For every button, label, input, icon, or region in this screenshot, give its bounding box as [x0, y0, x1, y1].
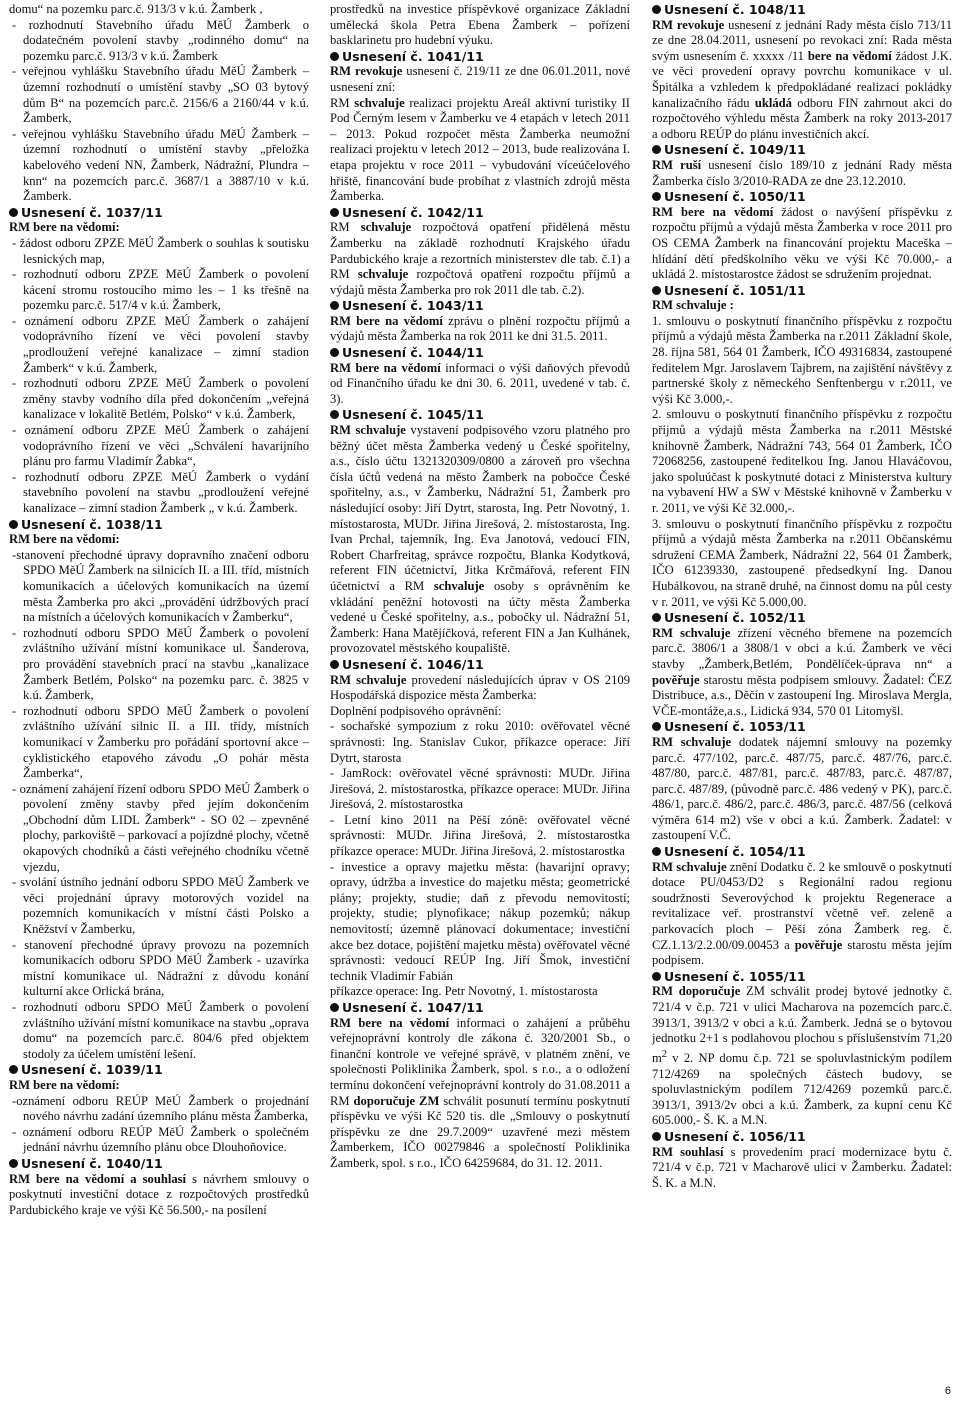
resolution-heading [330, 345, 630, 361]
paragraph: RM schvaluje rozpočtová opatření přidělená městu Žamberku na základě rozhodnutí Krajského úřadu Pardubického kraje a rezortních ministerstev dle tab. č.1) a RM schvaluje rozpočtová opatření rozpočtu příjmů a výdajů města Žamberka pro rok 2011 dle tab. č.2). [330, 220, 631, 297]
paragraph: RM revokuje usnesení č. 219/11 ze dne 06.01.2011, nové usnesení zní: [330, 64, 630, 94]
paragraph: prostředků na investice příspěvkové organizace Základní umělecká škola Petra Ebena Žamberk – pořízení basklarinetu pro hudební výuku. [330, 2, 630, 48]
bullet-icon [652, 286, 661, 295]
paragraph: - Letní kino 2011 na Pěší zóně: ověřovatel věcné správnosti: MUDr. Jiřina Jirešová, 2. místostarostka příkazce operace: MUDr. Jiřina Jirešová, 2. místostarostka [330, 812, 630, 859]
bullet-icon [652, 972, 661, 981]
bullet-icon [9, 520, 18, 529]
list-item: - oznámení odboru ZPZE MěÚ Žamberk o zahájení vodoprávního řízení ve věci „Schválení havarijního plánu pro farmu Vladimír Žabka“, [12, 423, 309, 469]
paragraph: RM doporučuje ZM schválit prodej bytové jednotky č. 721/4 v č.p. 721 v ulici Macharova na pozemcích parc.č. 3913/1, 3913/2 v obci a k.ú. Žamberk. Jedná se o bytovou jednotku 2+1 s podlahovou plochou s příslušenstvím 71,20 $m^2$ v 2. NP domu č.p. 721 se spoluvlastnickým podílem 712/4269 na společných částech budovy, se spoluvlastnickým podílem 712/4269 pozemků parc.č. 3913/1, 3913/2v obci a k.ú. Žamberk, za kupní cenu Kč 605.000,- Š. K. a M.N. [652, 984, 953, 1128]
paragraph: - sochařské sympozium z roku 2010: ověřovatel věcné správnosti: Ing. Stanislav Cukor, příkazce operace: Jiří Dytrt, starosta [330, 719, 630, 765]
resolution-number: Usnesení č. 1046/11 [342, 656, 484, 672]
resolution-number: Usnesení č. 1043/11 [342, 298, 484, 314]
list-item: - svolání ústního jednání odboru SPDO MěÚ Žamberk ve věci projednání úpravy motorových vozidel na pozemních komunikacích v místní části Polsko a Kněžství v Žamberku, [12, 875, 309, 937]
section-label: RM bere na vědomí: [9, 1077, 120, 1092]
paragraph: RM bere na vědomí žádost o navýšení příspěvku z rozpočtu příjmů a výdajů města Žamberka v roce 2011 pro OS CEMA Žamberk na financování projektu Maceška – hlídání dětí předškolního věku ve výši Kč 70.000,- a ukládá 2. místostarostce žádost se sdružením projednat. [652, 204, 952, 282]
paragraph: RM schvaluje vystavení podpisového vzoru platného pro běžný účet města Žamberka vedený u České spořitelny, a.s., číslo účtu 1321320309/0800 a zároveň pro všechna čísla účtů vedená na město Žamberk na pobočce České spořitelny, a.s., v Žamberku, Nádražní 51, Žamberk pro následující osoby: Jiří Dytrt, starosta, Ing. Petr Novotný, 1. místostarosta, MUDr. Jiřina Jirešová, 2. místostarosta, Ing. Ivan Prchal, tajemník, Ing. Eva Janotová, vedoucí FIN, Robert Charfreitag, správce rozpočtu, Blanka Kodytková, referent FIN účetnictví, Jitka Krčmářová, referent FIN účetnictví a RM schvaluje osoby s oprávněním ke vkládání peněžní hotovosti na účty města Žamberka vedené u České spořitelny, a.s., pobočky ul. Nádražní 51, Žamberk: Hana Matějíčková, referent FIN a Jan Kulhánek, provozovatel městského koupaliště. [330, 423, 631, 656]
bullet-icon [9, 208, 18, 217]
bullet-icon [330, 348, 339, 357]
list-item: - stanovení přechodné úpravy provozu na pozemních komunikacích odboru SPDO MěÚ Žamberk - uzavírka místní komunikace ul. Nádražní z důvodu konání kulturní akce Orlická brána, [12, 937, 309, 999]
bullet-icon [330, 660, 339, 669]
resolution-number: Usnesení č. 1040/11 [21, 1155, 163, 1171]
paragraph: RM ruší usnesení číslo 189/10 z jednání Rady města Žamberka číslo 3/2010-RADA ze dne 23.12.2010. [652, 157, 953, 188]
list-item: - oznámení odboru ZPZE MěÚ Žamberk o zahájení vodoprávního řízení ve věci povolení stavby „prodloužení veřejné kanalizace – zimní stadion Žamberk“ v k.ú. Žamberk, [12, 313, 309, 375]
bullet-icon [652, 847, 661, 856]
list-item: - rozhodnutí odboru SPDO MěÚ Žamberk o povolení zvláštního užívání místní komunikace na stavbu „oprava domu“ na pozemcích parc.č. 804/6 před objektem stodoly za účelem umístění lešení. [12, 1000, 309, 1061]
paragraph: RM bere na vědomí zprávu o plnění rozpočtu příjmů a výdajů města Žamberka na rok 2011 ke dni 31.5. 2011. [330, 313, 630, 344]
resolution-heading [9, 1062, 309, 1078]
paragraph: příkazce operace: Ing. Petr Novotný, 1. místostarosta [330, 984, 598, 999]
paragraph: RM schvaluje znění Dodatku č. 2 ke smlouvě o poskytnutí dotace PU/0453/D2 s Regionální radou regionu soudržnosti Severovýchod k projektu Regenerace a revitalizace veř. prostranství včetně veř. zeleně a parkovacích ploch – Pěší zóna Žamberk reg. č. CZ.1.13/2.2.00/09.00453 a pověřuje starostu města jejím podpisem. [652, 859, 952, 968]
resolution-number: Usnesení č. 1038/11 [21, 516, 163, 532]
paragraph: RM schvaluje provedení následujících úprav v OS 2109 Hospodářská dispozice města Žamberka: [330, 672, 630, 703]
list-item: -oznámení odboru REÚP MěÚ Žamberk o projednání nového návrhu zadání územního plánu města Žamberka, [12, 1093, 309, 1124]
resolution-heading [330, 205, 630, 221]
list-item: - rozhodnutí odboru ZPZE MěÚ Žamberk o povolení kácení stromu rostoucího mimo les – 1 ks třešně na pozemku parc.č. 517/4 v k.ú. Žamberk, [12, 267, 309, 313]
resolution-heading [652, 719, 952, 735]
list-item: - rozhodnutí odboru ZPZE MěÚ Žamberk o vydání stavebního povolení na stavbu „prodloužení veřejné kanalizace – zimní stadion Žamberk „ v k.ú. Žamberk. [12, 469, 309, 515]
list-item: - žádost odboru ZPZE MěÚ Žamberk o souhlas k soutisku lesnických map, [12, 235, 309, 266]
list-item: - veřejnou vyhlášku Stavebního úřadu MěÚ Žamberk – územní rozhodnutí o umístění stavby „přeložka kabelového vedení NN, Žamberk, Nádražní, Plundra – knn“ na pozemcích parc.č. 3687/1 a 3887/10 v k.ú. Žamberk. [12, 126, 309, 204]
bullet-icon [652, 1132, 661, 1141]
resolution-heading [652, 1129, 952, 1145]
paragraph: RM schvaluje zřízení věcného břemene na pozemcích parc.č. 3806/1 a 3808/1 v obci a k.ú. Žamberk ve věci stavby „Žamberk,Betlém, Pondělíček-úprava nn“ a pověřuje starostu města podpisem smlouvy. Žadatel: ČEZ Distribuce, a.s., Děčín v zastoupení Ing. Miroslava Mergla, VČE-montáže,a.s., Lidická 934, 570 01 Litomyšl. [652, 625, 952, 718]
bullet-icon [330, 301, 339, 310]
resolution-number: Usnesení č. 1050/11 [664, 189, 806, 205]
resolution-number: Usnesení č. 1042/11 [342, 204, 484, 220]
resolution-heading [652, 610, 952, 626]
bullet-icon [9, 1159, 18, 1168]
paragraph: 1. smlouvu o poskytnutí finančního příspěvku z rozpočtu příjmů a výdajů města Žamberka na r.2011 Základní škole, 28. října 581, 564 01 Žamberk, IČO 49316834, zastoupené ředitelem Mgr. Jaroslavem Tajbrem, na zajištění návštěvy z partnerské školy z německého Senftenbergu v r.2011, ve výši Kč 3.000,-. [652, 313, 952, 406]
resolution-heading [330, 49, 630, 65]
resolution-number: Usnesení č. 1052/11 [664, 610, 806, 626]
list-item: - oznámení zahájení řízení odboru SPDO MěÚ Žamberk o povolení změny stavby před jejím dokončením „Obchodní dům LIDL Žamberk“ - SO 02 – zpevněné plochy, parkoviště – parkovací a pojízdné plochy, včetně okapových chodníků a části veřejného chodníku včetně vjezdu, [12, 781, 309, 874]
resolution-number: Usnesení č. 1048/11 [664, 2, 806, 17]
paragraph: - investice a opravy majetku města: (havarijní opravy; opravy, údržba a investice do majetku města; geometrické plány; projekty, studie; daň z převodu nemovitostí; projekty, studie; plynofikace; nákup pozemků; nákup nemovitostí; územně plánovací dokumentace; investiční akce bez dotace, pojištění majetku města) ověřovatel věcné správnosti: vedoucí REÚP Ing. Jiří Šmok, investiční technik Vladimír Fabián [330, 859, 630, 983]
list-item: - rozhodnutí odboru SPDO MěÚ Žamberk o povolení zvláštního užívání místní komunikace ul. Šanderova, pro provádění stavebních prací na stavbu „kanalizace Žamberk Betlém, Polsko“ na pozemku parc. č. 3825 v k.ú. Žamberk, [12, 625, 309, 703]
resolution-number: Usnesení č. 1039/11 [21, 1062, 163, 1078]
list-item: - rozhodnutí Stavebního úřadu MěÚ Žamberk o dodatečném povolení stavby „rodinného domu“ na pozemku parc.č. 913/3 v k.ú. Žamberk [12, 17, 309, 63]
paragraph: Doplnění podpisového oprávnění: [330, 703, 502, 718]
resolution-heading [9, 1156, 309, 1172]
paragraph: 3. smlouvu o poskytnutí finančního příspěvku z rozpočtu příjmů a výdajů města Žamberka na r.2011 Občanskému sdružení CEMA Žamberk, Nádražní 22, 564 01 Žamberk, IČO 61239330, zastoupené předsedkyní Ing. Danou Hubálkovou, na straně druhé, na činnost domu na půl cesty v r. 2011, ve výši Kč 5.000,00. [652, 516, 952, 609]
resolution-heading [652, 189, 952, 205]
resolution-heading [330, 407, 630, 423]
paragraph: RM revokuje usnesení z jednání Rady města číslo 713/11 ze dne 28.04.2011, usnesení po revokaci zní: Rada města svým usnesením č. xxxxx /11 bere na vědomí žádost J.K. ve věci provedení opravy povrchu komunikace v ul. Špitálka a vzhledem k předpokládané realizaci pokládky kanalizačního řádu ukládá odboru FIN zahrnout akci do rozpočtového výhledu města Žamberk na roky 2013-2017 a odboru REÚP do plánu investičních akcí. [652, 17, 953, 141]
bullet-icon [652, 613, 661, 622]
resolution-number: Usnesení č. 1053/11 [664, 719, 806, 735]
resolution-number: Usnesení č. 1049/11 [664, 142, 806, 158]
resolution-number: Usnesení č. 1051/11 [664, 282, 806, 298]
paragraph: RM souhlasí s provedením prací modernizace bytu č. 721/4 v č.p. 721 v Macharově ulici v Žamberku. Žadatel: Š. K. a M.N. [652, 1144, 952, 1190]
section-label: RM schvaluje : [652, 298, 734, 313]
paragraph: domu“ na pozemku parc.č. 913/3 v k.ú. Žamberk , [9, 2, 263, 16]
resolution-heading [330, 1000, 630, 1016]
paragraph: RM bere na vědomí informaci o výši daňových převodů od Finančního úřadu ke dni 30. 6. 2011, uvedené v tab. č. 3). [330, 360, 630, 406]
list-item: - veřejnou vyhlášku Stavebního úřadu MěÚ Žamberk – územní rozhodnutí o umístění stavby „SO 03 bytový dům B“ na pozemcích parc.č. 2156/6 a 2160/44 v k.ú. Žamberk, [12, 64, 309, 126]
bullet-icon [652, 145, 661, 154]
resolution-heading [652, 2, 952, 18]
bullet-icon [9, 1065, 18, 1074]
paragraph: RM bere na vědomí informaci o zahájení a průběhu veřejnoprávní kontroly dle zákona č. 320/2001 Sb., o finanční kontrole ve veřejné správě, v platném znění, ve společnosti Poliklinika Žamberk, spol. s r.o., a o odložení termínu dokončení veřejnoprávní kontroly do 31.08.2011 a RM doporučuje ZM schválit posunutí termínu poskytnutí příspěvku ve výši Kč 520 tis. dle „Smlouvy o poskytnutí příspěvku ze dne 29.7.2009“ uzavřené mezi městem Žamberkem, IČO 00279846 a společností Poliklinika Žamberk, spol. s r.o., IČO 64259684, do 31. 12. 2011. [330, 1015, 630, 1170]
column-right [652, 2, 952, 1191]
resolution-number: Usnesení č. 1056/11 [664, 1128, 806, 1144]
paragraph: RM schvaluje dodatek nájemní smlouvy na pozemky parc.č. 477/102, parc.č. 487/75, parc.č. 487/76, parc.č. 487/80, parc.č. 487/81, parc.č. 487/83, parc.č. 487/87, parc.č. 487/89, (původně parc.č. 486 vedený v PK), parc.č. 486/1, parc.č. 486/2, parc.č. 486/3, parc.č. 487/56 (celková výměra 614 m2) vše v obci a k.ú. Žamberk. Žadatel: v zastoupení V.Č. [652, 734, 952, 843]
resolution-heading [9, 205, 309, 221]
bullet-icon [330, 1003, 339, 1012]
section-label: RM bere na vědomí: [9, 220, 120, 235]
resolution-number: Usnesení č. 1047/11 [342, 1000, 484, 1015]
bullet-icon [652, 5, 661, 14]
list-item: - rozhodnutí odboru ZPZE MěÚ Žamberk o povolení změny stavby vodního díla před dokončením „veřejná kanalizace v lokalitě Betlém, Polsko“ v k.ú. Žamberk, [12, 376, 309, 422]
resolution-heading [330, 657, 630, 673]
resolution-number: Usnesení č. 1037/11 [21, 204, 163, 220]
column-middle [330, 2, 630, 1172]
resolution-number: Usnesení č. 1044/11 [342, 345, 484, 361]
resolution-heading [652, 283, 952, 299]
resolution-number: Usnesení č. 1054/11 [664, 844, 806, 860]
list-item: - rozhodnutí odboru SPDO MěÚ Žamberk o povolení zvláštního užívání silnic II. a III. třídy, místních komunikací v Žamberku pro pořádání sportovní akce – cyklistického etapového závodu „O pohár města Žamberka“, [12, 703, 309, 781]
bullet-icon [330, 208, 339, 217]
section-label: RM bere na vědomí: [9, 532, 120, 547]
bullet-icon [330, 410, 339, 419]
resolution-heading [652, 969, 952, 985]
resolution-number: Usnesení č. 1055/11 [664, 968, 806, 984]
list-item: - oznámení odboru REÚP MěÚ Žamberk o společném jednání návrhu územního plánu obce Dlouhoňovice. [12, 1124, 309, 1155]
bullet-icon [330, 52, 339, 61]
paragraph: RM bere na vědomí a souhlasí s návrhem smlouvy o poskytnutí investiční dotace z rozpočtových prostředků Pardubického kraje ve výši Kč 56.500,- na posílení [9, 1171, 309, 1217]
bullet-icon [652, 192, 661, 201]
resolution-heading [652, 142, 952, 158]
paragraph: RM schvaluje realizaci projektu Areál aktivní turistiky II Pod Černým lesem v Žamberku ve 4 etapách v letech 2011 – 2013. Pokud rozpočet města Žamberka neumožní realizaci projektu v letech 2012 – 2013, bude realizována I. etapa projektu v roce 2011 – vybudování víceúčelového hřiště, financování bude probíhat z vlastních zdrojů města Žamberka. [330, 95, 631, 204]
resolution-heading [330, 298, 630, 314]
list-item: -stanovení přechodné úpravy dopravního značení odboru SPDO MěÚ Žamberk na silnicích II. a III. tříd, místních komunikacích a účelových komunikacích na území města Žamberka pro akci „provádění údržbových prací na místních a účelových komunikacích v Žamberku“, [12, 547, 309, 625]
column-left [9, 2, 309, 1218]
paragraph: - JamRock: ověřovatel věcné správnosti: MUDr. Jiřina Jirešová, 2. místostarostka, příkazce operace: MUDr. Jiřina Jirešová, 2. místostarostka [330, 766, 630, 812]
page-number: 6 [944, 1385, 951, 1397]
resolution-number: Usnesení č. 1045/11 [342, 407, 484, 423]
resolution-heading [9, 517, 309, 533]
bullet-icon [652, 722, 661, 731]
resolution-number: Usnesení č. 1041/11 [342, 48, 484, 64]
paragraph: 2. smlouvu o poskytnutí finančního příspěvku z rozpočtu příjmů a výdajů města Žamberka na r.2011 Městské knihovně Žamberk, Nádražní 743, 564 01 Žamberk, IČO 72068256, zastoupené ředitelkou Ing. Janou Hlaváčovou, jako spoluúčast k poskytnuté dotaci z Ministerstva kultury na vybavení HW a SW v Městské knihovně v Žamberku v r. 2011, ve výši Kč 32.000,-. [652, 407, 952, 515]
resolution-heading [652, 844, 952, 860]
